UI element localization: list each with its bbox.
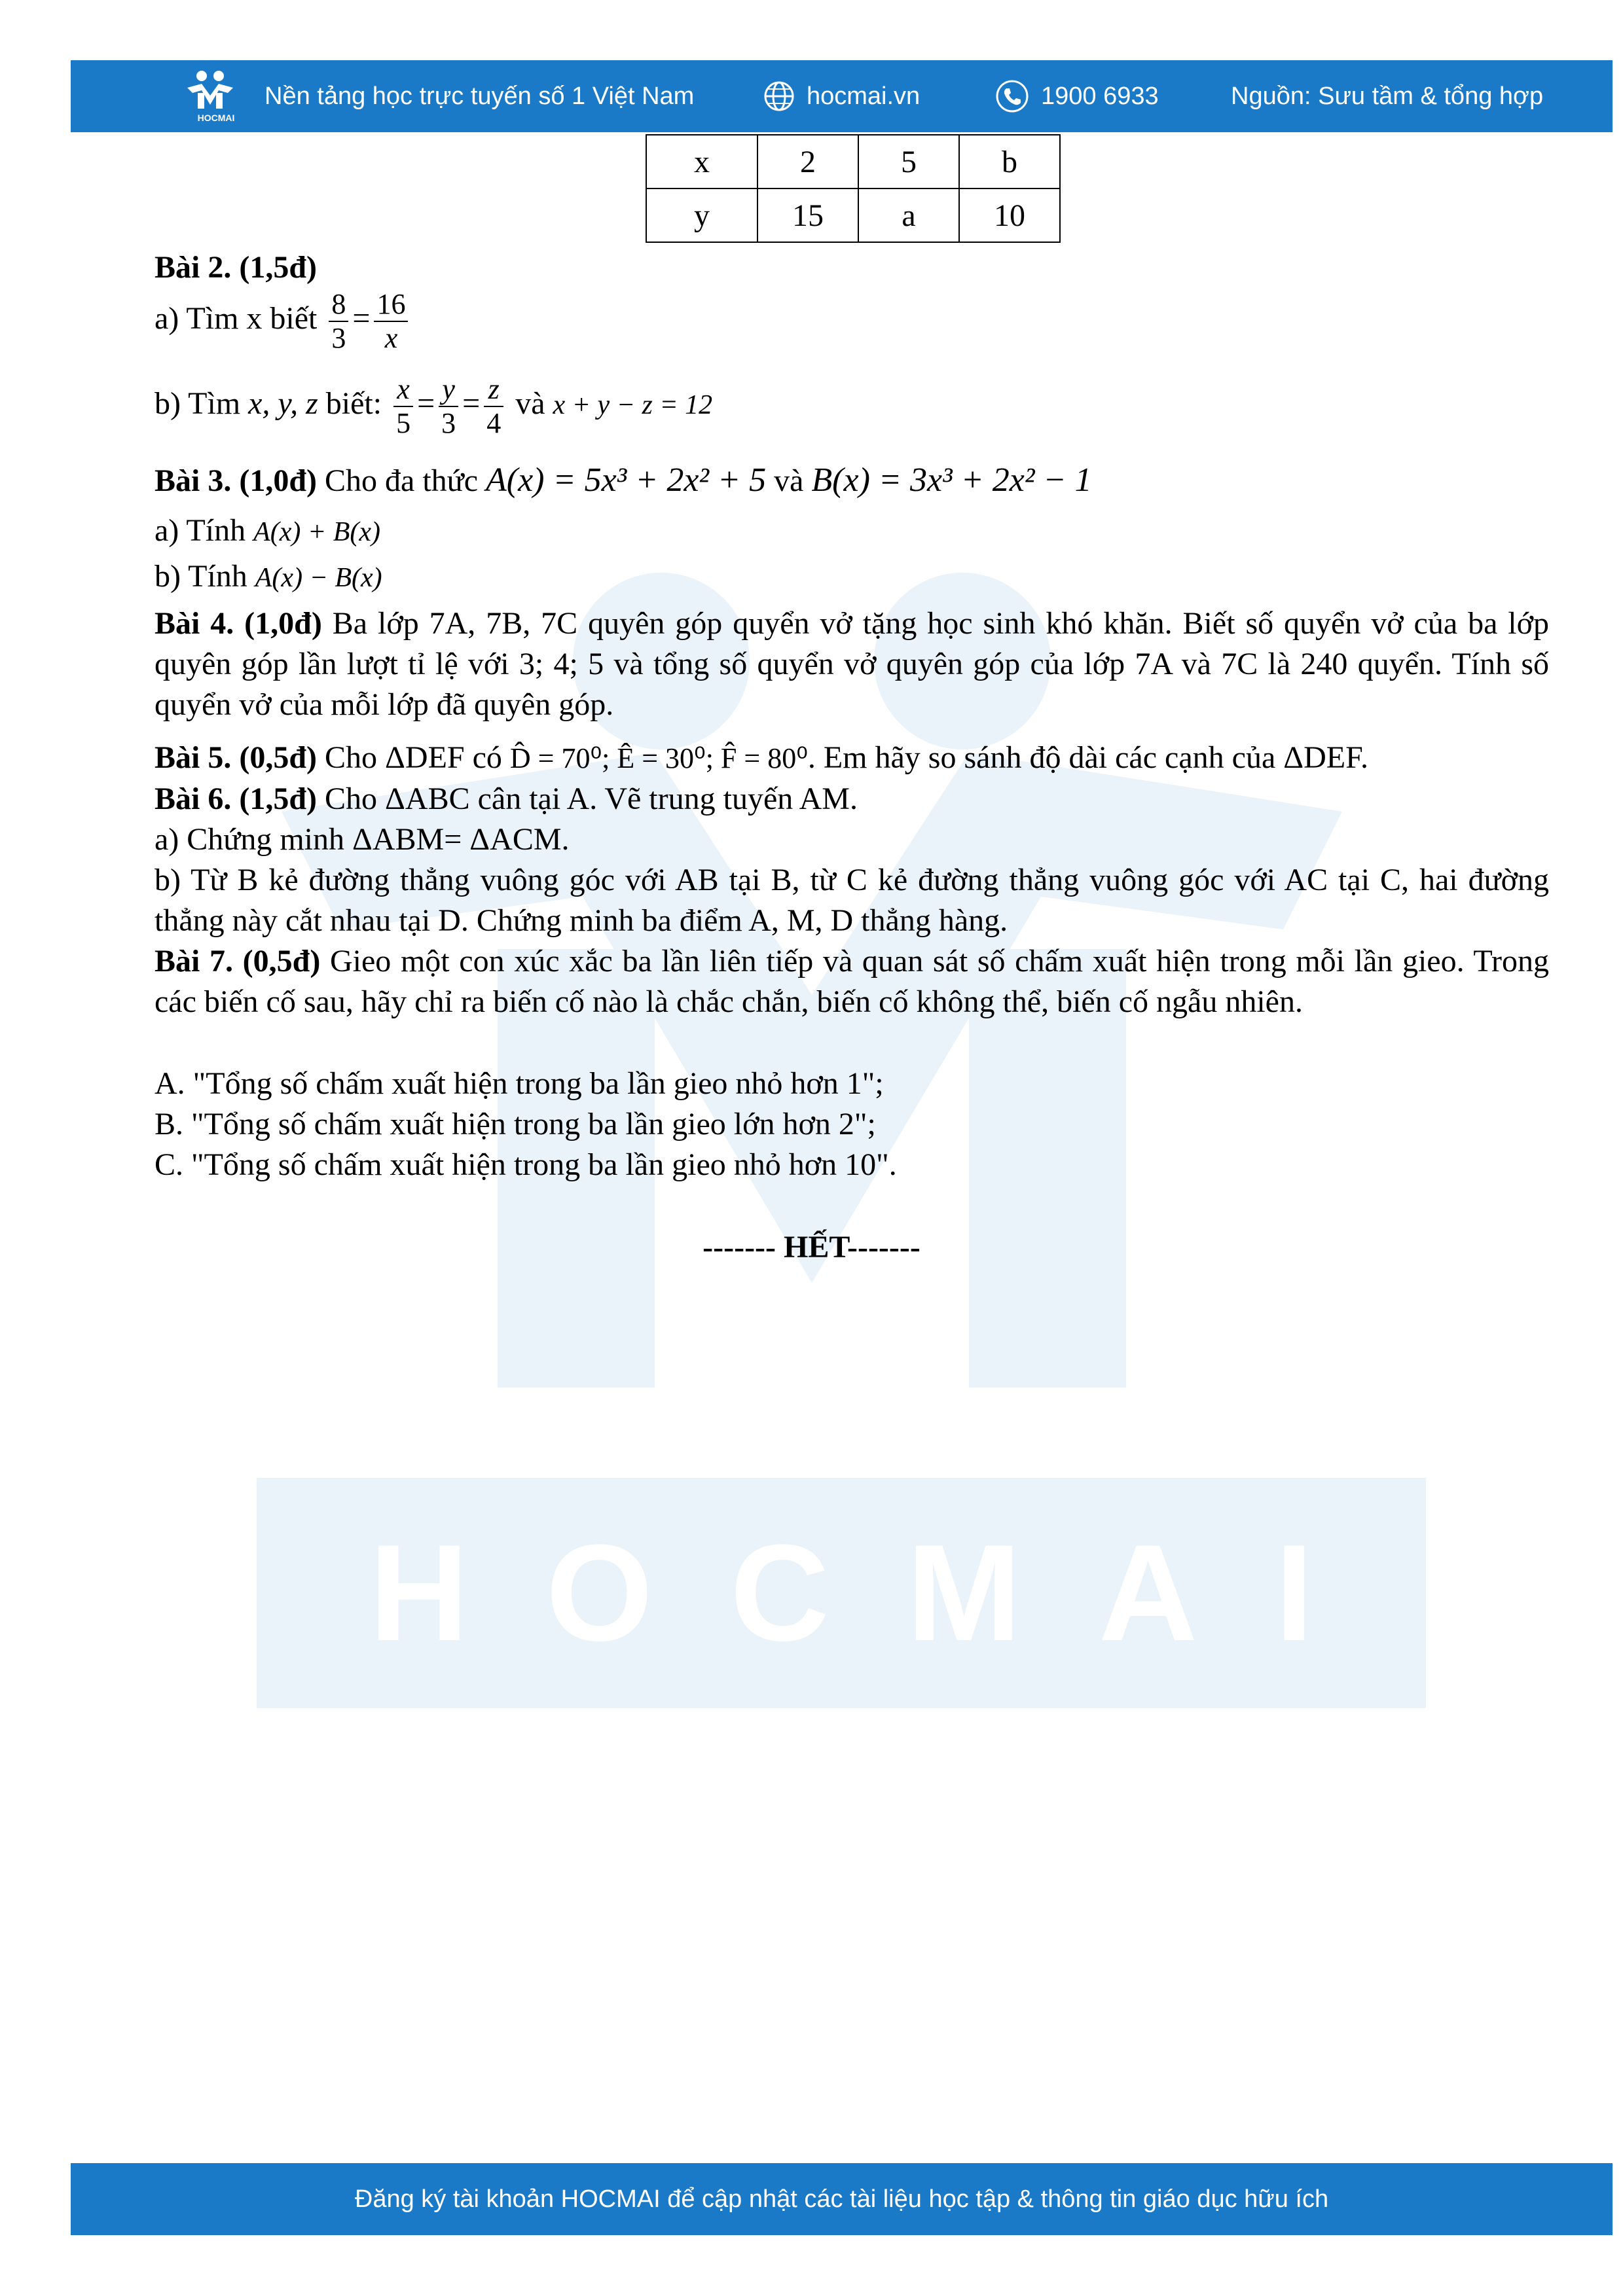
- bai5-angles: D̂ = 70⁰; Ê = 30⁰; F̂ = 80⁰: [509, 742, 808, 774]
- table-cell: b: [959, 135, 1060, 188]
- fraction: $\frac{y}{3}$: [439, 373, 458, 440]
- bai6-b: b) Từ B kẻ đường thẳng vuông góc với AB tại B, từ C kẻ đường thẳng vuông góc với AC tại C, hai đường thẳng này cắt nhau tại D. Chứng minh ba điểm A, M, D thẳng hàng.: [155, 863, 1549, 938]
- bai3-b: b) Tính A(x) − B(x): [155, 559, 382, 594]
- table-row: [646, 188, 1060, 242]
- bai6-a: a) Chứng minh ΔABM= ΔACM.: [155, 822, 570, 857]
- bai2-title: Bài 2. (1,5đ): [155, 250, 318, 285]
- table-row: [646, 135, 1060, 188]
- bai2-b: b) Tìm x, y, z biết: $\frac{x}{5}$ = $\frac{y}{3}$ = $\frac{z}{4}$ và x + y − z = 12: [155, 373, 713, 439]
- table-cell: 10: [959, 188, 1060, 242]
- bai6: Bài 6. (1,5đ) Cho ΔABC cân tại A. Vẽ trung tuyến AM.: [155, 781, 858, 816]
- table-cell: a: [858, 188, 959, 242]
- bai7-option-b: B. "Tổng số chấm xuất hiện trong ba lần gieo lớn hơn 2";: [155, 1107, 876, 1141]
- header-slogan: Nền tảng học trực tuyến số 1 Việt Nam: [264, 82, 695, 110]
- fraction: $\frac{x}{5}$: [393, 373, 413, 440]
- bai3-title: Bài 3. (1,0đ) Cho đa thức A(x) = 5x³ + 2x² + 5 và B(x) = 3x³ + 2x² − 1: [155, 461, 1092, 499]
- watermark-text: HOCMAI: [369, 1516, 1391, 1670]
- poly-b: B(x) = 3x³ + 2x² − 1: [811, 461, 1092, 499]
- end-mark: ------- HẾT-------: [702, 1230, 921, 1265]
- bai2-a-text: a) Tìm x biết: [155, 301, 318, 336]
- bai3-a: a) Tính A(x) + B(x): [155, 513, 380, 548]
- header-phone[interactable]: 1900 6933: [1041, 82, 1159, 110]
- bai2-equation: x + y − z = 12: [553, 390, 713, 421]
- poly-a: A(x) = 5x³ + 2x² + 5: [486, 461, 767, 499]
- value-table: [646, 134, 1061, 243]
- table-cell: 15: [757, 188, 858, 242]
- bai7-option-c: C. "Tổng số chấm xuất hiện trong ba lần gieo nhỏ hơn 10".: [155, 1147, 897, 1182]
- bai4: Bài 4. (1,0đ) Ba lớp 7A, 7B, 7C quyên góp quyển vở tặng học sinh khó khăn. Biết số quyển vở của ba lớp quyên góp lần lượt tỉ lệ với 3; 4; 5 và tổng số quyển vở quyên góp của lớp 7A và 7C là 240 quyển. Tính số quyển vở của mỗi lớp đã quyên góp.: [155, 606, 1550, 722]
- header-source: Nguồn: Sưu tầm & tổng hợp: [1231, 82, 1544, 110]
- footer-text[interactable]: Đăng ký tài khoản HOCMAI để cập nhật các tài liệu học tập & thông tin giáo dục hữu ích: [354, 2185, 1329, 2213]
- fraction: $\frac{8}{3}$: [329, 288, 348, 355]
- bai5: Bài 5. (0,5đ) Cho ΔDEF có D̂ = 70⁰; Ê = 30⁰; F̂ = 80⁰. Em hãy so sánh độ dài các cạnh của ΔDEF.: [155, 740, 1368, 775]
- header-website[interactable]: hocmai.vn: [807, 82, 921, 110]
- table-cell: y: [646, 188, 757, 242]
- fraction: $\frac{z}{4}$: [484, 373, 503, 440]
- bai7: Bài 7. (0,5đ) Gieo một con xúc xắc ba lần liên tiếp và quan sát số chấm xuất hiện trong mỗi lần gieo. Trong các biến cố sau, hãy chỉ ra biến cố nào là chắc chắn, biến cố không thể, biến cố ngẫu nhiên.: [155, 944, 1550, 1019]
- bai2-vars: x, y, z: [248, 386, 318, 422]
- footer-bar: [71, 2163, 1613, 2235]
- table-cell: 5: [858, 135, 959, 188]
- bai2-a: a) Tìm x biết $\frac{8}{3}$ = $\frac{16}{x}$: [155, 288, 1549, 355]
- fraction: $\frac{16}{x}$: [374, 288, 408, 355]
- bai7-option-a: A. "Tổng số chấm xuất hiện trong ba lần gieo nhỏ hơn 1";: [155, 1066, 884, 1101]
- logo-text: HOCMAI: [197, 113, 235, 123]
- table-cell: x: [646, 135, 757, 188]
- table-cell: 2: [757, 135, 858, 188]
